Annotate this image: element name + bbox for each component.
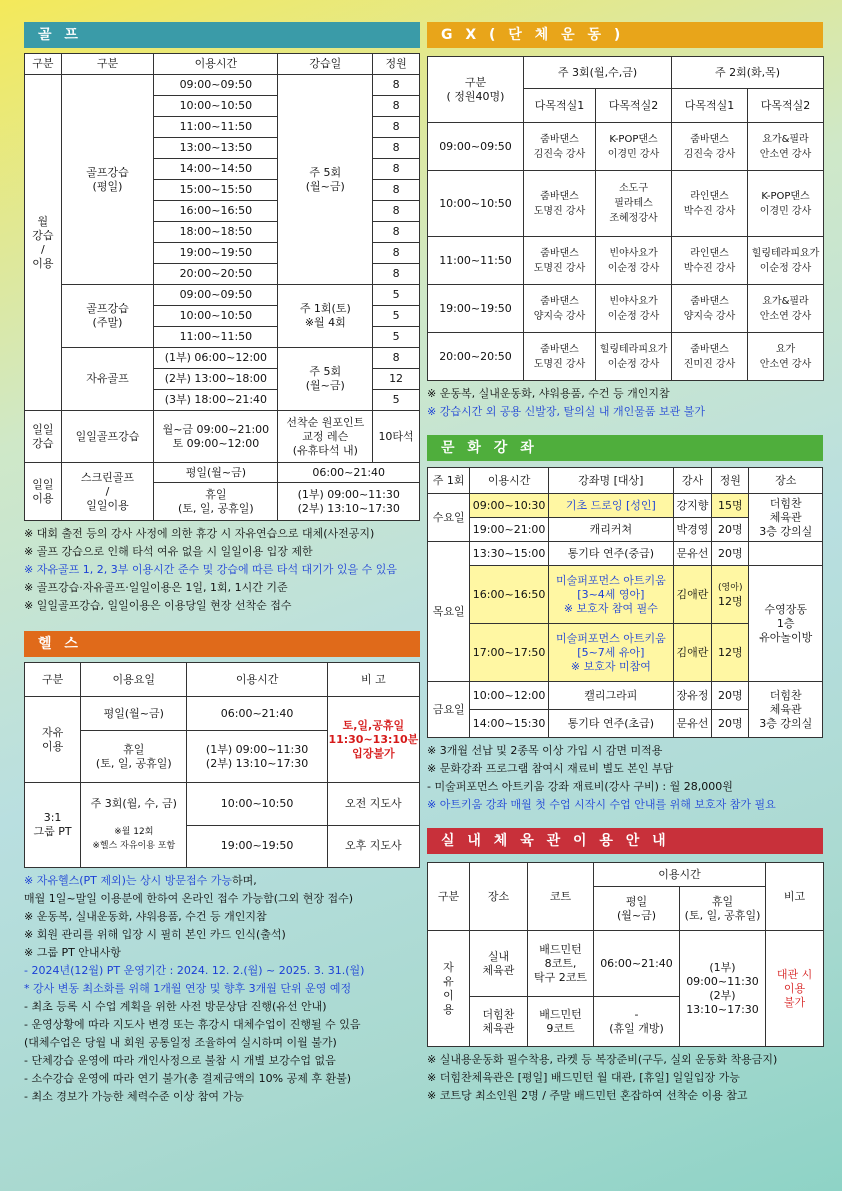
health-table bbox=[24, 662, 420, 868]
table-header: 장소 bbox=[749, 468, 823, 494]
note-line: ※ 그룹 PT 안내사항 bbox=[24, 946, 121, 959]
cap-cell: 5 bbox=[373, 306, 420, 327]
table-header: 이용시간 bbox=[470, 468, 549, 494]
table-row bbox=[25, 697, 420, 731]
class-cell: K-POP댄스 이경민 강사 bbox=[596, 123, 672, 171]
table-row bbox=[428, 863, 824, 887]
class-cell: 빈야사요가 이순정 강사 bbox=[596, 237, 672, 285]
day-cell: 금요일 bbox=[428, 682, 470, 738]
holiday-time-cell: (1부) 09:00~11:30 (2부) 13:10~17:30 bbox=[187, 731, 327, 783]
time-cell: 15:00~15:50 bbox=[154, 180, 278, 201]
class-cell: 요가 안소연 강사 bbox=[748, 333, 824, 381]
court-cell: 배드민턴 9코트 bbox=[528, 997, 594, 1047]
table-row bbox=[428, 566, 823, 624]
use-name: 스크린골프 / 일일이용 bbox=[61, 463, 154, 521]
gx-notes bbox=[427, 385, 823, 421]
cap-cell: 12명 bbox=[712, 624, 749, 682]
teacher-cell: 문유선 bbox=[673, 542, 711, 566]
teacher-cell: 문유선 bbox=[673, 710, 711, 738]
time-cell: 10:00~10:50 bbox=[154, 96, 278, 117]
time-cell: 14:00~14:50 bbox=[154, 159, 278, 180]
daily-cap: 10타석 bbox=[373, 411, 420, 463]
cap-cell bbox=[712, 566, 749, 624]
note-line: - 2024년(12월) PT 운영기간 : 2024. 12. 2.(월) ~ 2025. 3. 31.(월) bbox=[24, 964, 365, 977]
note-line: ※ 실내용운동화 필수착용, 라켓 등 복장준비(구두, 실외 운동화 착용금지) bbox=[427, 1053, 778, 1066]
table-header: 비 고 bbox=[327, 663, 419, 697]
pt-days: 주 3회(월, 수, 금) bbox=[90, 797, 177, 810]
course-cell: 통기타 연주(중급) bbox=[548, 542, 673, 566]
note-line: (대체수업은 당월 내 회원 공통일정 조율하여 실시하며 이월 불가) bbox=[24, 1036, 337, 1049]
indoor-title: 실 내 체 육 관 이 용 안 내 bbox=[427, 828, 823, 854]
golf-notes bbox=[24, 525, 420, 615]
note-line: * 강사 변동 최소화를 위해 1개월 연장 및 향후 3개월 단위 운영 예정 bbox=[24, 982, 352, 995]
cap-cell: 8 bbox=[373, 159, 420, 180]
health-title: 헬 스 bbox=[24, 631, 420, 657]
days-cell: 주 5회 (월~금) bbox=[278, 75, 373, 285]
course-cell: 미술퍼포먼스 아트키움 [5~7세 유아] ※ 보호자 미참여 bbox=[548, 624, 673, 682]
gx-room: 다목적실2 bbox=[596, 89, 672, 123]
weekday-time-cell: 06:00~21:40 bbox=[187, 697, 327, 731]
holiday-header: 휴일 (토, 일, 공휴일) bbox=[680, 887, 766, 931]
class-cell: 라인댄스 박수진 강사 bbox=[672, 171, 748, 237]
time-cell: 20:00~20:50 bbox=[428, 333, 524, 381]
table-row bbox=[25, 54, 420, 75]
table-header: 이용시간 bbox=[187, 663, 327, 697]
note-blue-part: ※ 자유헬스(PT 제외)는 상시 방문접수 가능 bbox=[24, 874, 233, 887]
time-cell: 09:00~09:50 bbox=[154, 75, 278, 96]
pt-time-cell: 10:00~10:50 bbox=[187, 783, 327, 826]
class-cell: 줌바댄스 도명진 강사 bbox=[524, 237, 596, 285]
time-cell: 19:00~19:50 bbox=[154, 243, 278, 264]
class-cell: 요가&필라 안소연 강사 bbox=[748, 123, 824, 171]
table-row bbox=[428, 57, 824, 89]
table-row bbox=[428, 682, 823, 710]
note-line: ※ 일일골프강습, 일일이용은 이용당일 현장 선착순 접수 bbox=[24, 599, 292, 612]
time-cell: 20:00~20:50 bbox=[154, 264, 278, 285]
table-row bbox=[428, 237, 824, 285]
table-row bbox=[25, 348, 420, 369]
course-cell: 미술퍼포먼스 아트키움 [3~4세 영아] ※ 보호자 참여 필수 bbox=[548, 566, 673, 624]
class-cell: 줌바댄스 진미진 강사 bbox=[672, 333, 748, 381]
free-use-note: 토,일,공휴일 11:30~13:10분 입장불가 bbox=[327, 697, 419, 783]
time-cell: (1부) 06:00~12:00 bbox=[154, 348, 278, 369]
table-header: 이용시간 bbox=[594, 863, 766, 887]
time-cell: 09:00~09:50 bbox=[428, 123, 524, 171]
cap-cell: 8 bbox=[373, 222, 420, 243]
health-notes-rest bbox=[24, 890, 420, 1106]
culture-notes bbox=[427, 742, 823, 814]
note-line: - 최초 등록 시 수업 계획을 위한 사전 방문상담 진행(유선 안내) bbox=[24, 1000, 327, 1013]
note-line: ※ 골프강습·자유골프·일일이용은 1일, 1회, 1시간 기준 bbox=[24, 581, 288, 594]
time-cell: (2부) 13:00~18:00 bbox=[154, 369, 278, 390]
gx-room: 다목적실2 bbox=[748, 89, 824, 123]
table-row bbox=[25, 75, 420, 96]
class-cell: 요가&필라 안소연 강사 bbox=[748, 285, 824, 333]
place-cell bbox=[749, 542, 823, 566]
table-header: 구분 bbox=[428, 863, 470, 931]
class-cell: 줌바댄스 양지숙 강사 bbox=[524, 285, 596, 333]
teacher-cell: 강지향 bbox=[673, 494, 711, 518]
time-cell: 17:00~17:50 bbox=[470, 624, 549, 682]
cap-cell: 20명 bbox=[712, 542, 749, 566]
cap-cell: 8 bbox=[373, 201, 420, 222]
teacher-cell: 김애란 bbox=[673, 566, 711, 624]
free-use-label: 자 유 이 용 bbox=[428, 931, 470, 1047]
table-row bbox=[428, 333, 824, 381]
time-cell: 10:00~12:00 bbox=[470, 682, 549, 710]
cap-sub: (영아) bbox=[718, 582, 743, 593]
table-row bbox=[428, 542, 823, 566]
note-line: ※ 3개월 선납 및 2종목 이상 가입 시 감면 미적용 bbox=[427, 744, 663, 757]
time-cell: 13:00~13:50 bbox=[154, 138, 278, 159]
court-cell: 배드민턴 8코트, 탁구 2코트 bbox=[528, 931, 594, 997]
culture-title: 문 화 강 좌 bbox=[427, 435, 823, 461]
note-line bbox=[24, 872, 420, 890]
free-use-label: 자유 이용 bbox=[25, 697, 81, 783]
cap-cell: 8 bbox=[373, 117, 420, 138]
use-weekday: 평일(월~금) bbox=[154, 463, 278, 483]
time-cell: 11:00~11:50 bbox=[154, 327, 278, 348]
table-row bbox=[25, 463, 420, 483]
place-cell: 더힘찬 체육관 bbox=[470, 997, 528, 1047]
cap-cell: 5 bbox=[373, 327, 420, 348]
note-line: - 소수강습 운영에 따라 연기 불가(총 결제금액의 10% 공제 후 환불) bbox=[24, 1072, 351, 1085]
time-cell: 06:00~21:40 bbox=[594, 931, 680, 997]
table-header: 비고 bbox=[766, 863, 824, 931]
table-header: 이용요일 bbox=[81, 663, 187, 697]
note-line: ※ 강습시간 외 공용 신발장, 탈의실 내 개인물품 보관 불가 bbox=[427, 405, 705, 418]
indoor-notes bbox=[427, 1051, 823, 1105]
health-notes bbox=[24, 872, 420, 1106]
note-line: ※ 운동복, 실내운동화, 샤워용품, 수건 등 개인지참 bbox=[24, 910, 267, 923]
class-cell: 줌바댄스 도명진 강사 bbox=[524, 333, 596, 381]
note-line: ※ 문화강좌 프로그램 참여시 재료비 별도 본인 부담 bbox=[427, 762, 674, 775]
table-header: 구분 bbox=[25, 663, 81, 697]
golf-table bbox=[24, 53, 420, 521]
culture-table bbox=[427, 467, 823, 738]
time-cell: 18:00~18:50 bbox=[154, 222, 278, 243]
note-line: ※ 운동복, 실내운동화, 샤워용품, 수건 등 개인지참 bbox=[427, 387, 670, 400]
pt-time-cell: 19:00~19:50 bbox=[187, 825, 327, 868]
day-cell: 목요일 bbox=[428, 542, 470, 682]
place-cell: 더힘찬 체육관 3층 강의실 bbox=[749, 682, 823, 738]
days-cell: 주 5회 (월~금) bbox=[278, 348, 373, 411]
gx-room: 다목적실1 bbox=[524, 89, 596, 123]
gx-table bbox=[427, 56, 824, 381]
table-row bbox=[428, 171, 824, 237]
cap-cell: 8 bbox=[373, 243, 420, 264]
table-row bbox=[25, 663, 420, 697]
time-cell: 16:00~16:50 bbox=[154, 201, 278, 222]
note-line: ※ 더힘찬체육관은 [평일] 배드민턴 월 대관, [휴일] 일일입장 가능 bbox=[427, 1071, 740, 1084]
class-cell: 줌바댄스 김진숙 강사 bbox=[672, 123, 748, 171]
time-cell: 13:30~15:00 bbox=[470, 542, 549, 566]
table-header: 장소 bbox=[470, 863, 528, 931]
cap-cell: 12 bbox=[373, 369, 420, 390]
golf-title: 골 프 bbox=[24, 22, 420, 48]
cap-cell: 8 bbox=[373, 138, 420, 159]
table-header: 코트 bbox=[528, 863, 594, 931]
class-cell: 힐링테라피요가 이순정 강사 bbox=[748, 237, 824, 285]
time-cell: 09:00~09:50 bbox=[154, 285, 278, 306]
table-header: 구분 bbox=[61, 54, 154, 75]
right-column bbox=[427, 22, 823, 1105]
note-line: - 운영상황에 따라 지도사 변경 또는 휴강시 대체수업이 진행될 수 있음 bbox=[24, 1018, 361, 1031]
time-cell: 11:00~11:50 bbox=[154, 117, 278, 138]
note-line: ※ 아트키움 강좌 매월 첫 수업 시작시 수업 안내를 위해 보호자 참가 필요 bbox=[427, 798, 776, 811]
time-cell: 19:00~19:50 bbox=[428, 285, 524, 333]
gx-group1: 주 3회(월,수,금) bbox=[524, 57, 672, 89]
weekday-header: 평일 (월~금) bbox=[594, 887, 680, 931]
table-header: 구분 bbox=[25, 54, 62, 75]
table-row bbox=[428, 494, 823, 518]
table-header: 강습일 bbox=[278, 54, 373, 75]
day-cell: 수요일 bbox=[428, 494, 470, 542]
table-header: 정원 bbox=[373, 54, 420, 75]
course-cell: 기초 드로잉 [성인] bbox=[548, 494, 673, 518]
daily-time: 월~금 09:00~21:00 토 09:00~12:00 bbox=[154, 411, 278, 463]
table-row bbox=[25, 783, 420, 826]
class-cell: 줌바댄스 김진숙 강사 bbox=[524, 123, 596, 171]
note-line: - 최소 경보가 가능한 체력수준 이상 참여 가능 bbox=[24, 1090, 244, 1103]
daily-days: 선착순 원포인트 교정 레슨 (유휴타석 내) bbox=[278, 411, 373, 463]
note-line: ※ 회원 관리를 위해 입장 시 필히 본인 카드 인식(출석) bbox=[24, 928, 286, 941]
indoor-note: 대관 시 이용 불가 bbox=[766, 931, 824, 1047]
cap-cell: 20명 bbox=[712, 518, 749, 542]
class-cell: 줌바댄스 양지숙 강사 bbox=[672, 285, 748, 333]
time-cell: - (휴일 개방) bbox=[594, 997, 680, 1047]
pt-days-cell bbox=[81, 783, 187, 868]
note-line: ※ 골프 강습으로 인해 타석 여유 없을 시 일일이용 입장 제한 bbox=[24, 545, 313, 558]
use-holiday: 휴일 (토, 일, 공휴일) bbox=[154, 483, 278, 521]
cap-cell: 8 bbox=[373, 180, 420, 201]
class-cell: K-POP댄스 이경민 강사 bbox=[748, 171, 824, 237]
holiday-time-cell: (1부) 09:00~11:30 (2부) 13:10~17:30 bbox=[680, 931, 766, 1047]
weekday-cell: 평일(월~금) bbox=[81, 697, 187, 731]
note-line: ※ 코트당 최소인원 2명 / 주말 배드민턴 혼잡하여 선착순 이용 참고 bbox=[427, 1089, 748, 1102]
pt-note-cell: 오전 지도사 bbox=[327, 783, 419, 826]
note-line: ※ 대회 출전 등의 강사 사정에 의한 휴강 시 자유연습으로 대체(사전공지) bbox=[24, 527, 375, 540]
cap-cell: 5 bbox=[373, 285, 420, 306]
teacher-cell: 장유정 bbox=[673, 682, 711, 710]
table-row bbox=[25, 411, 420, 463]
table-row bbox=[428, 123, 824, 171]
weekday-lesson-label: 골프강습 (평일) bbox=[61, 75, 154, 285]
time-cell: 14:00~15:30 bbox=[470, 710, 549, 738]
note-line: ※ 자유골프 1, 2, 3부 이용시간 준수 및 강습에 따른 타석 대기가 있을 수 있음 bbox=[24, 563, 398, 576]
free-golf-label: 자유골프 bbox=[61, 348, 154, 411]
left-column bbox=[24, 22, 420, 1106]
cap-value: 12명 bbox=[717, 594, 743, 608]
course-cell: 캘리그라피 bbox=[548, 682, 673, 710]
note-line: 매월 1일~말일 이용분에 한하여 온라인 접수 가능함(그외 현장 접수) bbox=[24, 892, 354, 905]
time-cell: 19:00~21:00 bbox=[470, 518, 549, 542]
table-header: 강좌명 [대상] bbox=[548, 468, 673, 494]
course-cell: 통기타 연주(초급) bbox=[548, 710, 673, 738]
cap-cell: 15명 bbox=[712, 494, 749, 518]
daily-name: 일일골프강습 bbox=[61, 411, 154, 463]
table-row bbox=[428, 468, 823, 494]
table-row bbox=[25, 285, 420, 306]
gx-head-label: 구분 ( 정원40명) bbox=[428, 57, 524, 123]
cap-cell: 20명 bbox=[712, 682, 749, 710]
gx-title: G X ( 단 체 운 동 ) bbox=[427, 22, 823, 48]
teacher-cell: 박경영 bbox=[673, 518, 711, 542]
use-label: 일일 이용 bbox=[25, 463, 62, 521]
daily-label: 일일 강습 bbox=[25, 411, 62, 463]
gx-room: 다목적실1 bbox=[672, 89, 748, 123]
pt-days-sub: ※월 12회 ※헬스 자유이용 포함 bbox=[92, 827, 176, 851]
note-rest-part: 하며, bbox=[232, 874, 257, 887]
cap-cell: 8 bbox=[373, 348, 420, 369]
table-header: 주 1회 bbox=[428, 468, 470, 494]
cap-cell: 8 bbox=[373, 264, 420, 285]
class-cell: 줌바댄스 도명진 강사 bbox=[524, 171, 596, 237]
table-header: 정원 bbox=[712, 468, 749, 494]
note-line: - 단체강습 운영에 따라 개인사정으로 불참 시 개별 보강수업 없음 bbox=[24, 1054, 336, 1067]
table-row bbox=[428, 931, 824, 997]
course-cell: 캐리커쳐 bbox=[548, 518, 673, 542]
place-cell: 더힘찬 체육관 3층 강의실 bbox=[749, 494, 823, 542]
time-cell: 10:00~10:50 bbox=[428, 171, 524, 237]
class-cell: 라인댄스 박수진 강사 bbox=[672, 237, 748, 285]
indoor-table bbox=[427, 862, 824, 1047]
class-cell: 힐링테라피요가 이순정 강사 bbox=[596, 333, 672, 381]
time-cell: 16:00~16:50 bbox=[470, 566, 549, 624]
table-header: 이용시간 bbox=[154, 54, 278, 75]
use-weekday-time: 06:00~21:40 bbox=[278, 463, 420, 483]
time-cell: (3부) 18:00~21:40 bbox=[154, 390, 278, 411]
teacher-cell: 김애란 bbox=[673, 624, 711, 682]
place-cell: 수영장동 1층 유아놀이방 bbox=[749, 566, 823, 682]
cap-cell: 5 bbox=[373, 390, 420, 411]
monthly-label: 월 강습 / 이용 bbox=[25, 75, 62, 411]
time-cell: 09:00~10:30 bbox=[470, 494, 549, 518]
cap-cell: 20명 bbox=[712, 710, 749, 738]
place-cell: 실내 체육관 bbox=[470, 931, 528, 997]
weekend-lesson-label: 골프강습 (주말) bbox=[61, 285, 154, 348]
time-cell: 10:00~10:50 bbox=[154, 306, 278, 327]
days-cell: 주 1회(토) ※월 4회 bbox=[278, 285, 373, 348]
cap-cell: 8 bbox=[373, 96, 420, 117]
pt-note-cell: 오후 지도사 bbox=[327, 825, 419, 868]
time-cell: 11:00~11:50 bbox=[428, 237, 524, 285]
note-line: - 미술퍼포먼스 아트키움 강좌 재료비(강사 구비) : 월 28,000원 bbox=[427, 780, 733, 793]
class-cell: 빈야사요가 이순정 강사 bbox=[596, 285, 672, 333]
gx-group2: 주 2회(화,목) bbox=[672, 57, 824, 89]
class-cell: 소도구 필라테스 조혜정강사 bbox=[596, 171, 672, 237]
use-holiday-time: (1부) 09:00~11:30 (2부) 13:10~17:30 bbox=[278, 483, 420, 521]
cap-cell: 8 bbox=[373, 75, 420, 96]
table-row bbox=[428, 285, 824, 333]
pt-label: 3:1 그룹 PT bbox=[25, 783, 81, 868]
holiday-cell: 휴일 (토, 일, 공휴일) bbox=[81, 731, 187, 783]
table-header: 강사 bbox=[673, 468, 711, 494]
